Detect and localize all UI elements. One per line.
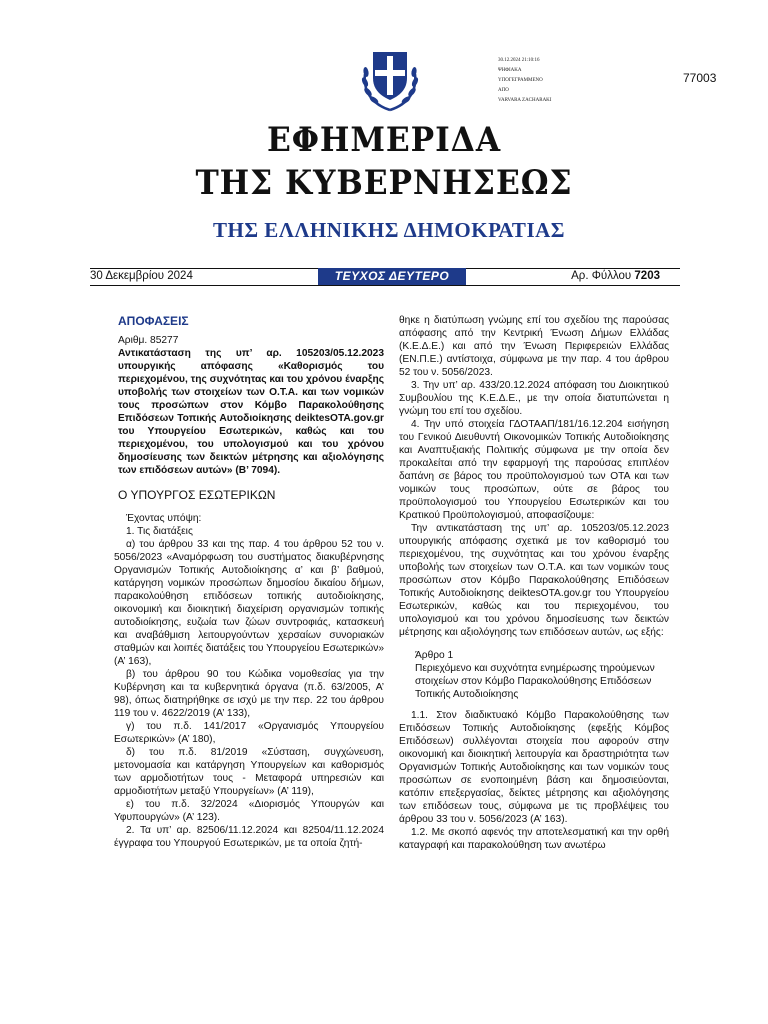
left-column [114, 311, 384, 850]
paragraph: 3. Την υπ’ αρ. 433/20.12.2024 απόφαση του Διοικητικού Συμβουλίου της Κ.Ε.Δ.Ε., με την οποία διατυπώνεται η γνώμη του επί του σχεδίου. [399, 380, 669, 417]
right-column [399, 314, 669, 852]
signature-line: 30.12.2024 21:10:16 [498, 58, 540, 63]
article-title: Περιεχόμενο και συχνότητα ενημέρωσης τηρούμενων στοιχείων στον Κόμβο Παρακολούθησης Επιδόσεων Τοπικής Αυτοδιοίκησης [415, 663, 655, 700]
paragraph: 1. Τις διατάξεις [126, 526, 193, 537]
greek-coat-of-arms-icon [355, 44, 425, 114]
masthead-title: ΕΦΗΜΕΡΙΔΑ [266, 120, 502, 160]
paragraph: Έχοντας υπόψη: [126, 513, 202, 524]
paragraph: 1.1. Στον διαδικτυακό Κόμβο Παρακολούθησης των Επιδόσεων Τοπικής Αυτοδιοίκησης (εφεξής Κόμβος Επιδόσεων) συλλέγονται στοιχεία που αφορούν στην οικονομική και διοικητική λειτουργία και δραστηριότητα των Οργανισμών Τοπικής Αυτοδιοίκησης και των νομικών τους προσώπων σε ενοποιημένη βάση και δημοσιεύονται, κατόπιν επεξεργασίας, δείκτες μέτρησης και αξιολόγησης των επιδόσεων τους, σύμφωνα με τις προβλέψεις του άρθρου 33 του ν. 5056/2023 (Α’ 163). [399, 710, 669, 825]
paragraph: δ) του π.δ. 81/2019 «Σύσταση, συγχώνευση, μετονομασία και κατάργηση Υπουργείων και καθορισμός των αρμοδιοτήτων τους - Μεταφορά υπηρεσιών και αρμοδιοτήτων μεταξύ Υπουργείων» (Α’ 119), [114, 747, 384, 797]
sheet-label: Αρ. Φύλλου [571, 270, 635, 282]
signature-line: VARVARA ZACHARAKI [498, 98, 552, 103]
divider [90, 285, 680, 286]
masthead-subtitle: ΤΗΣ ΚΥΒΕΡΝΗΣΕΩΣ [195, 163, 573, 203]
paragraph: Την αντικατάσταση της υπ’ αρ. 105203/05.12.2023 υπουργικής απόφασης σχετικά με τον καθορισμό του περιεχομένου, της συχνότητας και του χρόνου έναρξης υποβολής των στοιχείων των Ο.Τ.Α. και των νομικών τους προσώπων στον Κόμβο Παρακολούθησης Επιδόσεων Τοπικής Αυτοδιοίκησης deiktesOTA.gov.gr του Υπουργείου Εσωτερικών, καθώς και του περιεχομένου, του υπολογισμού και του χρόνου δημοσίευσης των δεικτών μέτρησης και αξιολόγησης των επιδόσεων αυτών, ως εξής: [399, 523, 669, 638]
paragraph: ε) του π.δ. 32/2024 «Διορισμός Υπουργών και Υφυπουργών» (Α’ 123). [114, 799, 384, 823]
signature-line: ΨΗΦΙΑΚΑ [498, 68, 522, 73]
paragraph: 2. Τα υπ’ αρ. 82506/11.12.2024 και 82504/11.12.2024 έγγραφα του Υπουργού Εσωτερικών, με τα οποία ζητή- [114, 825, 384, 849]
sheet-value: 7203 [634, 270, 660, 282]
minister-heading: Ο ΥΠΟΥΡΓΟΣ ΕΣΩΤΕΡΙΚΩΝ [118, 488, 276, 502]
section-title: ΑΠΟΦΑΣΕΙΣ [118, 314, 189, 328]
paragraph: 1.2. Με σκοπό αφενός την αποτελεσματική και την ορθή καταγραφή και παρακολούθηση των ανωτέρω [399, 827, 669, 851]
signature-line: ΥΠΟΓΕΓΡΑΜΜΕΝΟ [498, 78, 543, 83]
decision-number: Αριθμ. 85277 [118, 335, 179, 346]
digital-signature [498, 56, 551, 106]
issue-date: 30 Δεκεμβρίου 2024 [90, 270, 193, 282]
paragraph: β) του άρθρου 90 του Κώδικα νομοθεσίας για την Κυβέρνηση και τα κυβερνητικά όργανα (π.δ. 63/2005, Α’ 98), όπως διατηρήθηκε σε ισχύ με την περ. 22 του άρθρου 119 του ν. 4622/2019 (Α’ 133), [114, 669, 384, 719]
signature-line: ΑΠΟ [498, 88, 509, 93]
republic-title: ΤΗΣ ΕΛΛΗΝΙΚΗΣ ΔΗΜΟΚΡΑΤΙΑΣ [212, 218, 566, 242]
article-number: Άρθρο 1 [415, 650, 454, 661]
paragraph: α) του άρθρου 33 και της παρ. 4 του άρθρου 52 του ν. 5056/2023 «Αναμόρφωση του συστήματος διακυβέρνησης Οργανισμών Τοπικής Αυτοδιοίκησης α’ και β’ βαθμού, κατάργηση νομικών προσώπων δημοσίου δικαίου δήμων, παρακολούθηση επιδόσεων τοπικής αυτοδιοίκησης, οικονομική και διοικητική διαχείριση οργανισμών τοπικής αυτοδιοίκησης, ευζωία των ζώων συντροφιάς, κατασκευή και αναβάθμιση λειτουργούντων χερσαίων συνοριακών σταθμών και λοιπές διατάξεις του Υπουργείου Εσωτερικών» (Α’ 163), [114, 539, 384, 667]
paragraph: θηκε η διατύπωση γνώμης επί του σχεδίου της παρούσας απόφασης από την Κεντρική Ένωση Δήμων Ελλάδας (Κ.Ε.Δ.Ε.) και από την Ένωση Περιφερειών Ελλάδας (ΕΝ.Π.Ε.) αντίστοιχα, σύμφωνα με την παρ. 4 του άρθρου 52 του ν. 5056/2023. [399, 315, 669, 378]
paragraph: 4. Την υπό στοιχεία ΓΔΟΤΑΑΠ/181/16.12.204 εισήγηση του Γενικού Διευθυντή Οικονομικών Τοπικής Αυτοδιοίκησης και Αναπτυξιακής Πολιτικής σύμφωνα με την οποία δεν προκαλείται από την εφαρμογή της παρούσας επιπλέον δαπάνη σε βάρος του προϋπολογισμού των ΟΤΑ και των νομικών τους προσώπων, ούτε σε βάρος του προϋπολογισμού του Υπουργείου Εσωτερικών και του Κρατικού Προϋπολογισμού, αποφασίζουμε: [399, 419, 669, 521]
decision-title: Αντικατάσταση της υπ’ αρ. 105203/05.12.2023 υπουργικής απόφασης «Καθορισμός του περιεχομένου, της συχνότητας και του χρόνου έναρξης υποβολής των στοιχείων των Ο.Τ.Α. και των νομικών τους προσώπων στον Κόμβο Παρακολούθησης Επιδόσεων Τοπικής Αυτοδιοίκησης deiktesOTA.gov.gr του Υπουργείου Εσωτερικών, καθώς και του περιεχομένου, του υπολογισμού και του χρόνου δημοσίευσης των δεικτών μέτρησης και αξιολόγησης των επιδόσεων αυτών» (Β’ 7094). [118, 348, 384, 476]
issue-label: ΤΕΥΧΟΣ ΔΕΥΤΕΡΟ [318, 268, 466, 285]
sheet-number [571, 270, 660, 282]
paragraph: γ) του π.δ. 141/2017 «Οργανισμός Υπουργείου Εσωτερικών» (Α’ 180), [114, 721, 384, 745]
document-number: 77003 [683, 71, 717, 85]
article-heading [415, 649, 669, 701]
